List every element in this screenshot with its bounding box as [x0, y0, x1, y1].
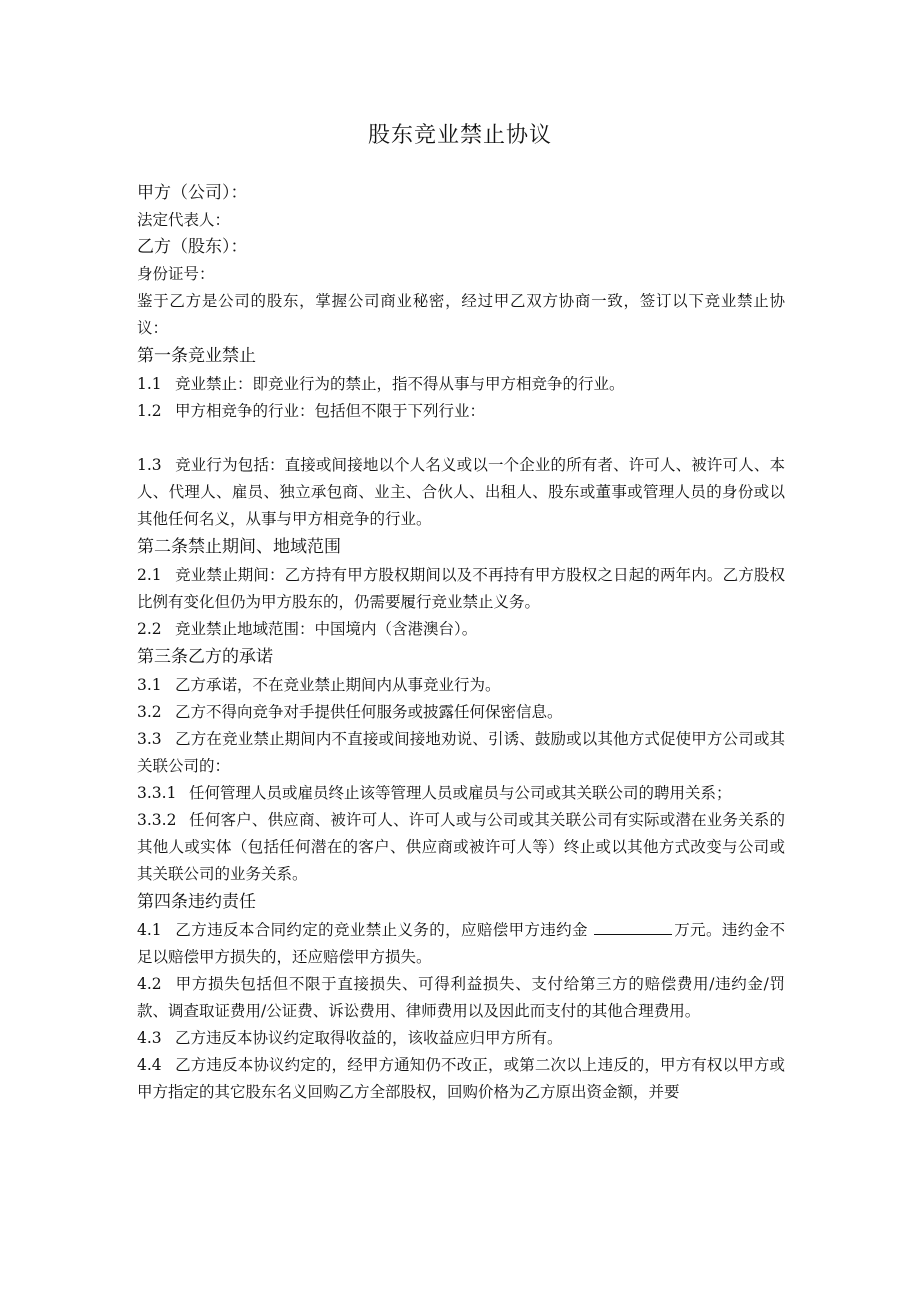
preamble: 鉴于乙方是公司的股东，掌握公司商业秘密，经过甲乙双方协商一致，签订以下竞业禁止协议： — [137, 292, 785, 337]
clause-number: 2.2 — [137, 620, 162, 638]
clause-number: 3.2 — [137, 703, 162, 721]
clause-number: 3.3.1 — [137, 784, 177, 802]
clause-2-2 — [137, 616, 785, 643]
clause-text: 竞业行为包括：直接或间接地以个人名义或以一个企业的所有者、许可人、被许可人、本人、代理人、雇员、独立承包商、业主、合伙人、出租人、股东或董事或管理人员的身份或以其他任何名义，从事与甲方相竞争的行业。 — [137, 456, 785, 528]
clause-text: 乙方在竞业禁止期间内不直接或间接地劝说、引诱、鼓励或以其他方式促使甲方公司或其关联公司的： — [137, 730, 785, 775]
article-1-heading: 第一条竞业禁止 — [137, 346, 256, 366]
article-4-heading: 第四条违约责任 — [137, 892, 256, 912]
clause-1-3 — [137, 452, 785, 533]
id-number-line: 身份证号： — [137, 265, 215, 283]
clause-text: 甲方相竞争的行业：包括但不限于下列行业： — [175, 402, 486, 420]
clause-number: 1.2 — [137, 402, 162, 420]
clause-4-3 — [137, 1025, 785, 1052]
clause-number: 4.4 — [137, 1056, 162, 1074]
clause-number: 4.3 — [137, 1029, 162, 1047]
party-a-line: 甲方（公司）： — [137, 183, 248, 203]
clause-text: 甲方损失包括但不限于直接损失、可得利益损失、支付给第三方的赔偿费用/违约金/罚款、调查取证费用/公证费、诉讼费用、律师费用以及因此而支付的其他合理费用。 — [137, 975, 785, 1020]
clause-4-2 — [137, 971, 785, 1025]
clause-text: 任何管理人员或雇员终止该等管理人员或雇员与公司或其关联公司的聘用关系； — [189, 784, 732, 802]
clause-3-1 — [137, 672, 785, 699]
clause-1-2 — [137, 398, 785, 425]
clause-number: 4.2 — [137, 975, 162, 993]
clause-text: 竞业禁止：即竞业行为的禁止，指不得从事与甲方相竞争的行业。 — [175, 375, 625, 393]
clause-number: 3.1 — [137, 676, 162, 694]
clause-4-4 — [137, 1052, 785, 1106]
clause-text: 乙方不得向竞争对手提供任何服务或披露任何保密信息。 — [175, 703, 563, 721]
clause-text: 乙方承诺，不在竞业禁止期间内从事竞业行为。 — [175, 676, 501, 694]
clause-text: 乙方违反本协议约定取得收益的，该收益应归甲方所有。 — [175, 1029, 563, 1047]
legal-rep-line: 法定代表人： — [137, 211, 231, 229]
clause-number: 2.1 — [137, 566, 162, 584]
clause-text: 竞业禁止期间：乙方持有甲方股权期间以及不再持有甲方股权之日起的两年内。乙方股权比例有变化但仍为甲方股东的，仍需要履行竞业禁止义务。 — [137, 566, 785, 611]
amount-blank-line — [594, 920, 672, 935]
document-title: 股东竞业禁止协议 — [367, 123, 552, 148]
clause-text: 万元。违约金不足以赔偿甲方损失的，还应赔偿甲方损失。 — [137, 921, 785, 966]
clause-number: 3.3.2 — [137, 811, 177, 829]
document-body — [137, 180, 785, 1106]
clause-4-1 — [137, 917, 785, 971]
article-3-heading: 第三条乙方的承诺 — [137, 647, 273, 667]
clause-number: 1.3 — [137, 456, 162, 474]
clause-1-1 — [137, 371, 785, 398]
clause-text: 竞业禁止地域范围：中国境内（含港澳台）。 — [175, 620, 478, 638]
clause-number: 4.1 — [137, 921, 162, 939]
clause-3-3-2 — [137, 807, 785, 888]
clause-number: 1.1 — [137, 375, 162, 393]
clause-text: 乙方违反本合同约定的竞业禁止义务的，应赔偿甲方违约金 — [175, 921, 588, 939]
clause-3-3-1 — [137, 780, 785, 807]
clause-3-3 — [137, 726, 785, 780]
clause-text: 任何客户、供应商、被许可人、许可人或与公司或其关联公司有实际或潜在业务关系的其他人或实体（包括任何潜在的客户、供应商或被许可人等）终止或以其他方式改变与公司或其关联公司的业务关系。 — [137, 811, 785, 883]
clause-3-2 — [137, 699, 785, 726]
party-b-line: 乙方（股东）： — [137, 237, 248, 257]
blank-space — [137, 425, 785, 452]
clause-number: 3.3 — [137, 730, 162, 748]
clause-2-1 — [137, 562, 785, 616]
clause-text: 乙方违反本协议约定的，经甲方通知仍不改正，或第二次以上违反的，甲方有权以甲方或甲方指定的其它股东名义回购乙方全部股权，回购价格为乙方原出资金额，并要 — [137, 1056, 785, 1101]
article-2-heading: 第二条禁止期间、地域范围 — [137, 537, 341, 557]
